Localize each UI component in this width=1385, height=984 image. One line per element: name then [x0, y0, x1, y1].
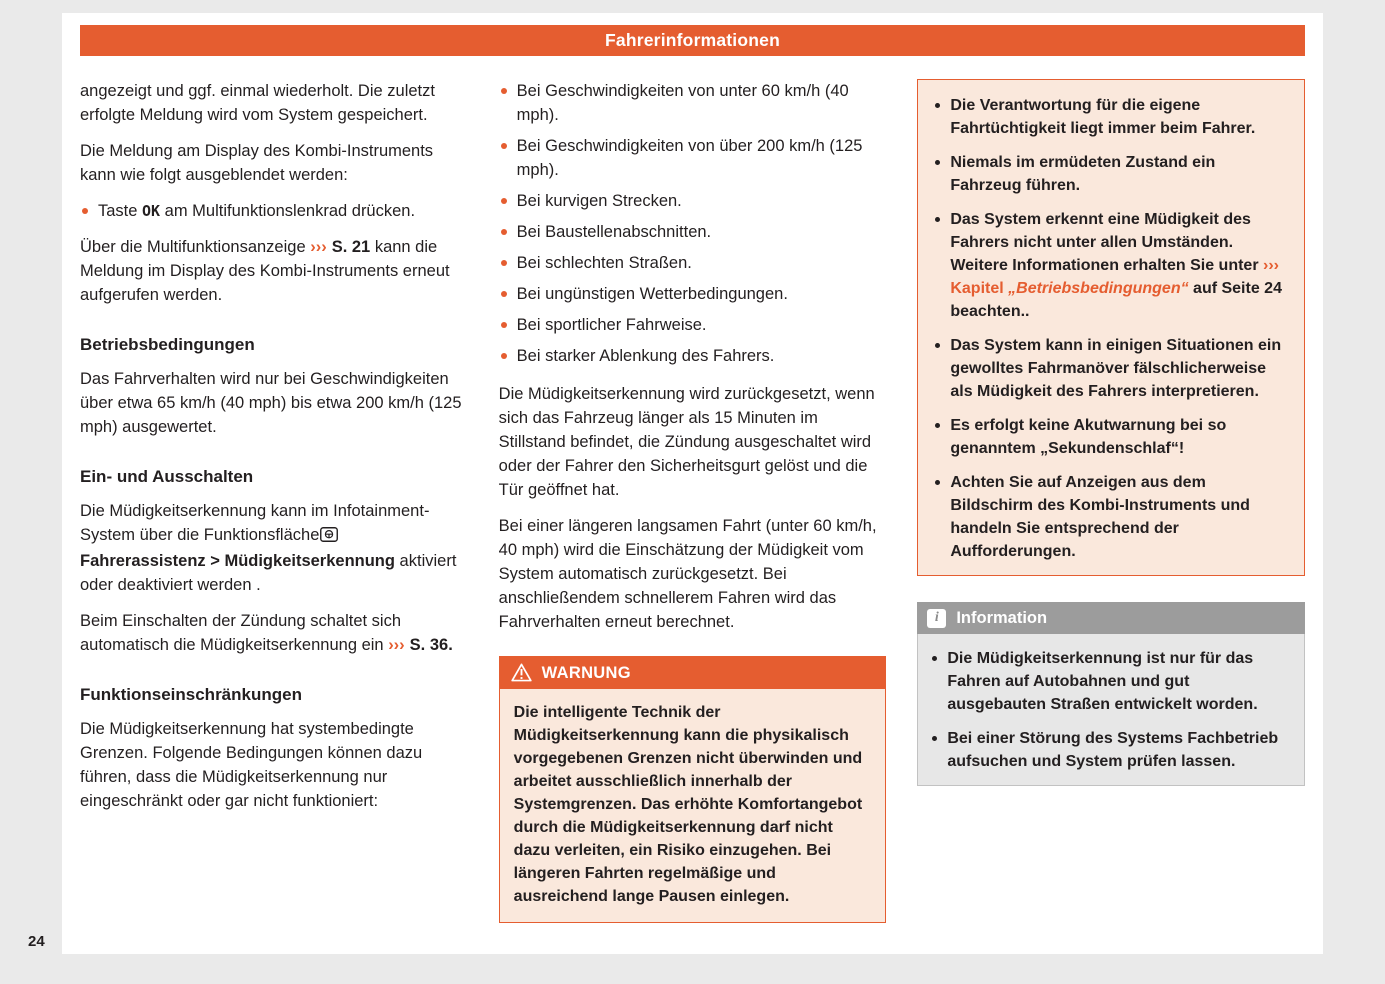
text: Taste	[98, 202, 143, 220]
bullet-icon	[501, 198, 507, 204]
warning-list-item	[933, 94, 1289, 140]
manual-page	[62, 13, 1323, 954]
right-column	[917, 79, 1305, 786]
bullet-icon	[501, 229, 507, 235]
bullet-text: Bei einer Störung des Systems Fachbetrieb aufsuchen und System prüfen lassen.	[947, 730, 1279, 770]
section-heading-ein-ausschalten: Ein- und Ausschalten	[80, 467, 254, 486]
bullet-text: Bei Geschwindigkeiten von unter 60 km/h (40 mph).	[516, 82, 849, 124]
bullet-text: Bei Baustellenabschnitten.	[516, 223, 712, 241]
list-item	[499, 134, 887, 182]
list-item	[499, 313, 887, 337]
text: Über die Multifunktionsanzeige	[80, 238, 311, 256]
bullet-text: Es erfolgt keine Akutwarnung bei so genanntem „Sekundenschlaf“!	[950, 417, 1227, 457]
bullet-icon	[935, 160, 940, 165]
paragraph-reset-conditions	[499, 382, 887, 502]
menu-path-text: Fahrerassistenz > Müdigkeitserkennung	[80, 552, 395, 570]
warning-box-header	[499, 656, 887, 689]
bullet-text: Das System kann in einigen Situationen ein gewolltes Fahrmanöver fälschlicherweise als Müdigkeit des Fahrers interpretieren.	[950, 337, 1282, 400]
bullet-text: Achten Sie auf Anzeigen aus dem Bildschirm des Kombi-Instruments und handeln Sie entsprechend der Aufforderungen.	[950, 474, 1250, 560]
left-column	[80, 79, 468, 825]
info-list-item	[930, 727, 1292, 773]
middle-column	[499, 79, 887, 923]
bullet-text: Die Verantwortung für die eigene Fahrtüchtigkeit liegt immer beim Fahrer.	[950, 97, 1256, 137]
bullet-text	[950, 208, 1289, 323]
bullet-text: Bei sportlicher Fahrweise.	[516, 316, 707, 334]
ok-key-glyph: OK	[142, 202, 161, 220]
bullet-text: Bei kurvigen Strecken.	[516, 192, 682, 210]
content-columns	[80, 79, 1305, 946]
warning-text: Die intelligente Technik der Müdigkeitserkennung kann die physikalisch vorgegebenen Grenzen nicht überwinden und arbeitet ausschließlich innerhalb der Systemgrenzen. Das erhöhte Komfortangebot durch die Müdigkeitserkennung darf nicht dazu verleiten, ein Risiko einzugehen. Bei längeren Fahrten regelmäßige und ausreichend lange Pausen einlegen.	[513, 704, 863, 905]
bullet-icon	[82, 208, 88, 214]
warning-list-item	[933, 334, 1289, 403]
paragraph-slow-drive-reset	[499, 514, 887, 634]
bullet-icon	[501, 88, 507, 94]
list-item	[499, 189, 887, 213]
bullet-text: Bei schlechten Straßen.	[516, 254, 692, 272]
list-item	[499, 251, 887, 275]
paragraph-system-limits	[80, 717, 468, 813]
text: am Multifunktionslenkrad drücken.	[160, 202, 416, 220]
list-item	[499, 220, 887, 244]
paragraph-activate-deactivate	[80, 499, 468, 597]
bullet-icon	[935, 480, 940, 485]
text: Die Müdigkeitserkennung hat systembedingte Grenzen. Folgende Bedingungen können dazu führen, dass die Müdigkeitserkennung nur eingeschränkt oder gar nicht funktioniert:	[80, 720, 423, 810]
warning-list-item	[933, 471, 1289, 563]
page-title: Fahrerinformationen	[605, 30, 780, 50]
warning-list-item	[933, 151, 1289, 197]
paragraph-operating-conditions	[80, 367, 468, 439]
bullet-icon	[932, 656, 937, 661]
bullet-icon	[501, 260, 507, 266]
text: Die Müdigkeitserkennung wird zurückgesetzt, wenn sich das Fahrzeug länger als 15 Minuten im Stillstand befindet, die Zündung ausgeschaltet wird oder der Fahrer den Sicherheitsgurt gelöst und die Tür geöffnet hat.	[498, 385, 875, 499]
cross-ref-arrows-icon[interactable]: ›››	[1263, 257, 1279, 274]
bullet-text: Bei Geschwindigkeiten von über 200 km/h (125 mph).	[516, 137, 863, 179]
paragraph-message-stored	[80, 79, 468, 127]
warning-continuation-box	[917, 79, 1305, 576]
info-icon: i	[927, 609, 946, 628]
text: Die Müdigkeitserkennung kann im Infotainment-System über die Funktionsfläche	[80, 502, 430, 544]
bullet-icon	[935, 423, 940, 428]
paragraph-hide-message	[80, 139, 468, 187]
warning-list-item	[933, 414, 1289, 460]
bullet-text	[98, 199, 468, 223]
bullet-text: Niemals im ermüdeten Zustand ein Fahrzeug führen.	[950, 154, 1216, 194]
list-item	[499, 282, 887, 306]
text: Beim Einschalten der Zündung schaltet sich automatisch die Müdigkeitserkennung ein	[80, 612, 402, 654]
cross-ref-link-kapitel[interactable]: Kapitel	[950, 280, 1004, 297]
bullet-icon	[501, 322, 507, 328]
text: kann die Meldung im Display des Kombi-Instruments erneut aufgerufen werden.	[80, 238, 450, 304]
cross-ref-arrows-icon[interactable]: ›››	[388, 636, 405, 654]
information-box-title: Information	[956, 609, 1048, 627]
cross-ref-link-s21[interactable]: S. 21	[331, 238, 371, 256]
warning-box	[499, 656, 887, 923]
bullet-text: Bei starker Ablenkung des Fahrers.	[516, 347, 775, 365]
bullet-icon	[501, 143, 507, 149]
bullet-icon	[935, 103, 940, 108]
text: Das Fahrverhalten wird nur bei Geschwindigkeiten über etwa 65 km/h (40 mph) bis etwa 200 km/h (125 mph) ausgewertet.	[80, 370, 462, 436]
bullet-text: Die Müdigkeitserkennung ist nur für das Fahren auf Autobahnen und gut ausgebauten Straßen entwickelt worden.	[947, 650, 1258, 713]
paragraph-auto-on	[80, 609, 468, 657]
section-heading-funktionseinschraenkungen: Funktionseinschränkungen	[80, 685, 302, 704]
section-heading-betriebsbedingungen: Betriebsbedingungen	[80, 335, 255, 354]
bullet-icon	[501, 353, 507, 359]
text: auf Seite 24 beachten..	[950, 280, 1282, 320]
list-item	[499, 79, 887, 127]
warning-box-body	[499, 689, 887, 923]
bullet-icon	[501, 291, 507, 297]
page-number: 24	[28, 933, 45, 950]
list-item	[499, 344, 887, 368]
driver-assist-function-icon	[320, 525, 338, 549]
bullet-icon	[935, 343, 940, 348]
info-list-item	[930, 647, 1292, 716]
text: Bei einer längeren langsamen Fahrt (unter 60 km/h, 40 mph) wird die Einschätzung der Müdigkeit vom System automatisch zurückgesetzt. Bei anschließendem schnellerem Fahren wird das Fahrverhalten erneut berechnet.	[498, 517, 877, 631]
warning-list-item	[933, 208, 1289, 323]
bullet-icon	[935, 217, 940, 222]
cross-ref-link-s36[interactable]: S. 36.	[409, 636, 453, 654]
paragraph-multifunction-display	[80, 235, 468, 307]
information-box	[917, 602, 1305, 786]
information-box-body	[917, 634, 1305, 786]
text: Die Meldung am Display des Kombi-Instruments kann wie folgt ausgeblendet werden:	[80, 142, 434, 184]
information-box-header	[917, 602, 1305, 634]
warning-triangle-icon	[511, 663, 532, 682]
bullet-icon	[932, 736, 937, 741]
cross-ref-link-betriebsbedingungen[interactable]: „Betriebsbedingungen“	[1008, 280, 1189, 297]
text: Das System erkennt eine Müdigkeit des Fahrers nicht unter allen Umständen. Weitere Informationen erhalten Sie unter	[950, 211, 1263, 274]
page-header-bar	[80, 25, 1305, 56]
text: aktiviert oder deaktiviert werden .	[80, 552, 457, 594]
bullet-text: Bei ungünstigen Wetterbedingungen.	[516, 285, 788, 303]
warning-box-title: WARNUNG	[541, 663, 631, 682]
cross-ref-arrows-icon[interactable]: ›››	[310, 238, 327, 256]
list-item-ok-button	[80, 199, 468, 223]
text: angezeigt und ggf. einmal wiederholt. Die zuletzt erfolgte Meldung wird vom System gespeichert.	[80, 82, 435, 124]
